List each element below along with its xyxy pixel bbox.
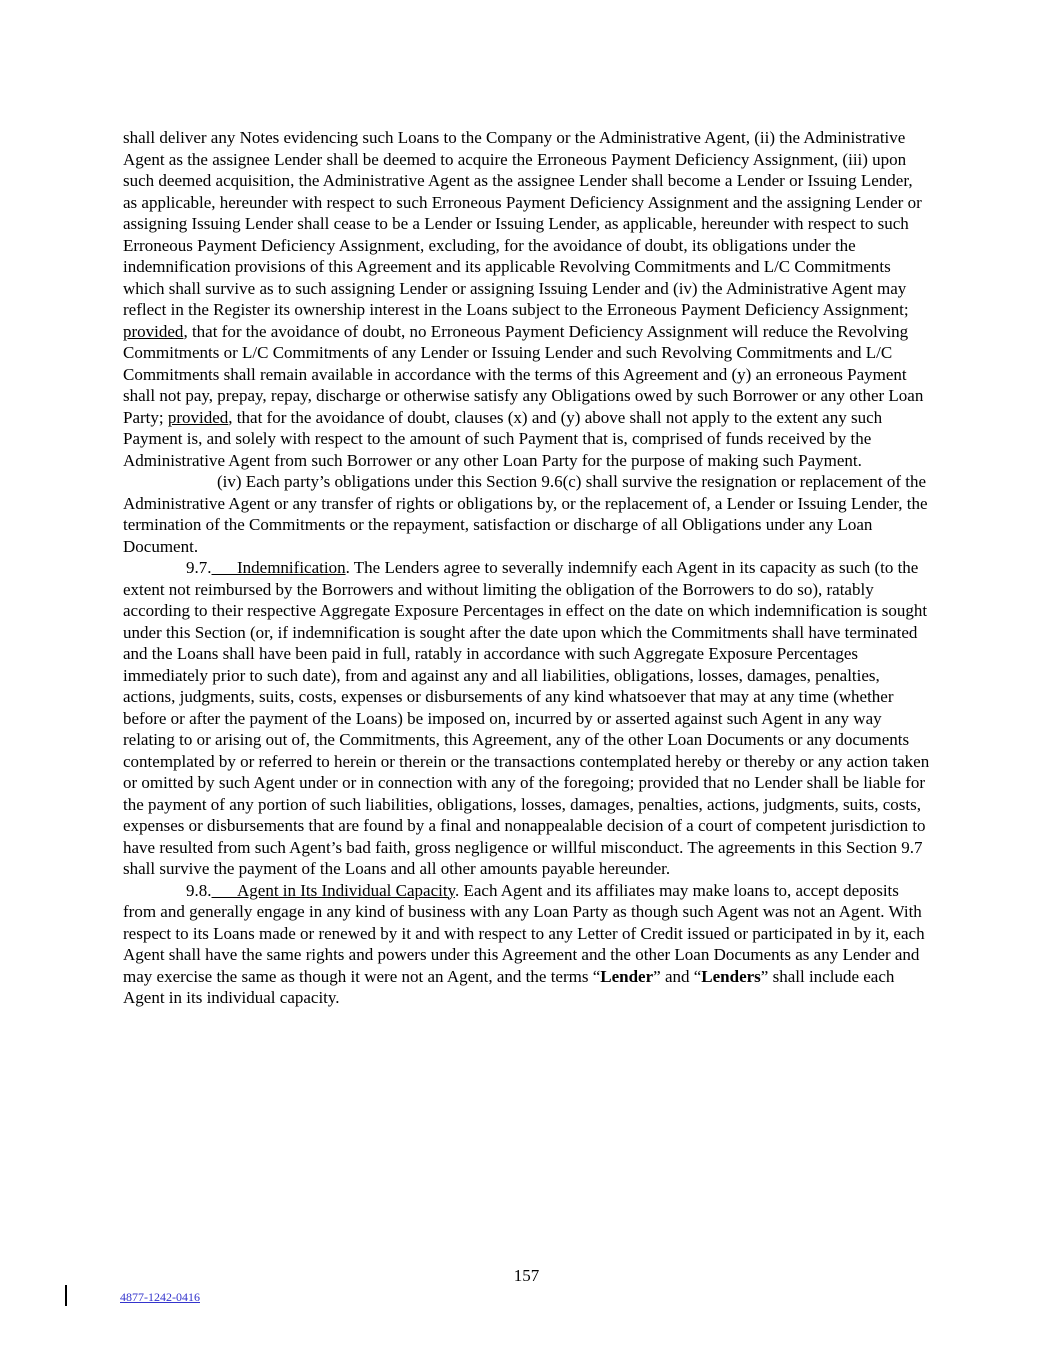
section-9-7-paragraph: 9.7. Indemnification. The Lenders agree to severally indemnify each Agent in its capacity as such (to the extent not reimbursed by the Borrowers and without limiting the obligation of the Borrowers to do so), ratably according to their respective Aggregate Exposure Percentages in effect on the date on which indemnification is sought under this Section (or, if indemnification is sought after the date upon which the Commitments shall have terminated and the Loans shall have been paid in full, ratably in accordance with such Aggregate Exposure Percentages immediately prior to such date), from and against any and all liabilities, obligations, losses, damages, penalties, actions, judgments, suits, costs, expenses or disbursements of any kind whatsoever that may at any time (whether before or after the payment of the Loans) be imposed on, incurred by or asserted against such Agent in any way relating to or arising out of, the Commitments, this Agreement, any of the other Loan Documents or any documents contemplated by or referred to herein or therein or the transactions contemplated hereby or thereby or any action taken or omitted by such Agent under or in connection with any of the foregoing; provided that no Lender shall be liable for the payment of any portion of such liabilities, obligations, losses, damages, penalties, actions, judgments, suits, costs, expenses or disbursements that are found by a final and nonappealable decision of a court of competent jurisdiction to have resulted from such Agent’s bad faith, gross negligence or willful misconduct. The agreements in this Section 9.7 shall survive the payment of the Loans and all other amounts payable hereunder.	[123, 558, 930, 878]
doc-reference-link[interactable]: 4877-1242-0416	[120, 1290, 200, 1304]
document-body	[123, 127, 930, 1009]
continuation-paragraph: shall deliver any Notes evidencing such Loans to the Company or the Administrative Agent, (ii) the Administrative Agent as the assignee Lender shall be deemed to acquire the Erroneous Payment Deficiency Assignment, (iii) upon such deemed acquisition, the Administrative Agent as the assignee Lender shall become a Lender or Issuing Lender, as applicable, hereunder with respect to such Erroneous Payment Deficiency Assignment and the assigning Lender or assigning Issuing Lender shall cease to be a Lender or Issuing Lender, as applicable, hereunder with respect to such Erroneous Payment Deficiency Assignment, excluding, for the avoidance of doubt, its obligations under the indemnification provisions of this Agreement and its applicable Revolving Commitments and L/C Commitments which shall survive as to such assigning Lender or assigning Issuing Lender and (iv) the Administrative Agent may reflect in the Register its ownership interest in the Loans subject to the Erroneous Payment Deficiency Assignment; provided, that for the avoidance of doubt, no Erroneous Payment Deficiency Assignment will reduce the Revolving Commitments or L/C Commitments of any Lender or Issuing Lender and such Revolving Commitments and L/C Commitments shall remain available in accordance with the terms of this Agreement and (y) an erroneous Payment shall not pay, prepay, repay, discharge or otherwise satisfy any Obligations owed by such Borrower or any other Loan Party; provided, that for the avoidance of doubt, clauses (x) and (y) above shall not apply to the extent any such Payment is, and solely with respect to the amount of such Payment that is, comprised of funds received by the Administrative Agent from such Borrower or any other Loan Party for the purpose of making such Payment.	[123, 128, 924, 470]
page-number: 157	[513, 1266, 540, 1285]
revision-change-bar	[65, 1285, 67, 1306]
clause-iv-paragraph: (iv) Each party’s obligations under this Section 9.6(c) shall survive the resignation or replacement of the Administrative Agent or any transfer of rights or obligations by, or the replacement of, a Lender or Issuing Lender, the termination of the Commitments or the repayment, satisfaction or discharge of all Obligations under any Loan Document.	[123, 472, 928, 556]
section-9-8-paragraph: 9.8. Agent in Its Individual Capacity. Each Agent and its affiliates may make loans to, accept deposits from and generally engage in any kind of business with any Loan Party as though such Agent was not an Agent. With respect to its Loans made or renewed by it and with respect to any Letter of Credit issued or participated in by it, each Agent shall have the same rights and powers under this Agreement and the other Loan Documents as any Lender and may exercise the same as though it were not an Agent, and the terms “Lender” and “Lenders” shall include each Agent in its individual capacity.	[123, 880, 925, 1007]
